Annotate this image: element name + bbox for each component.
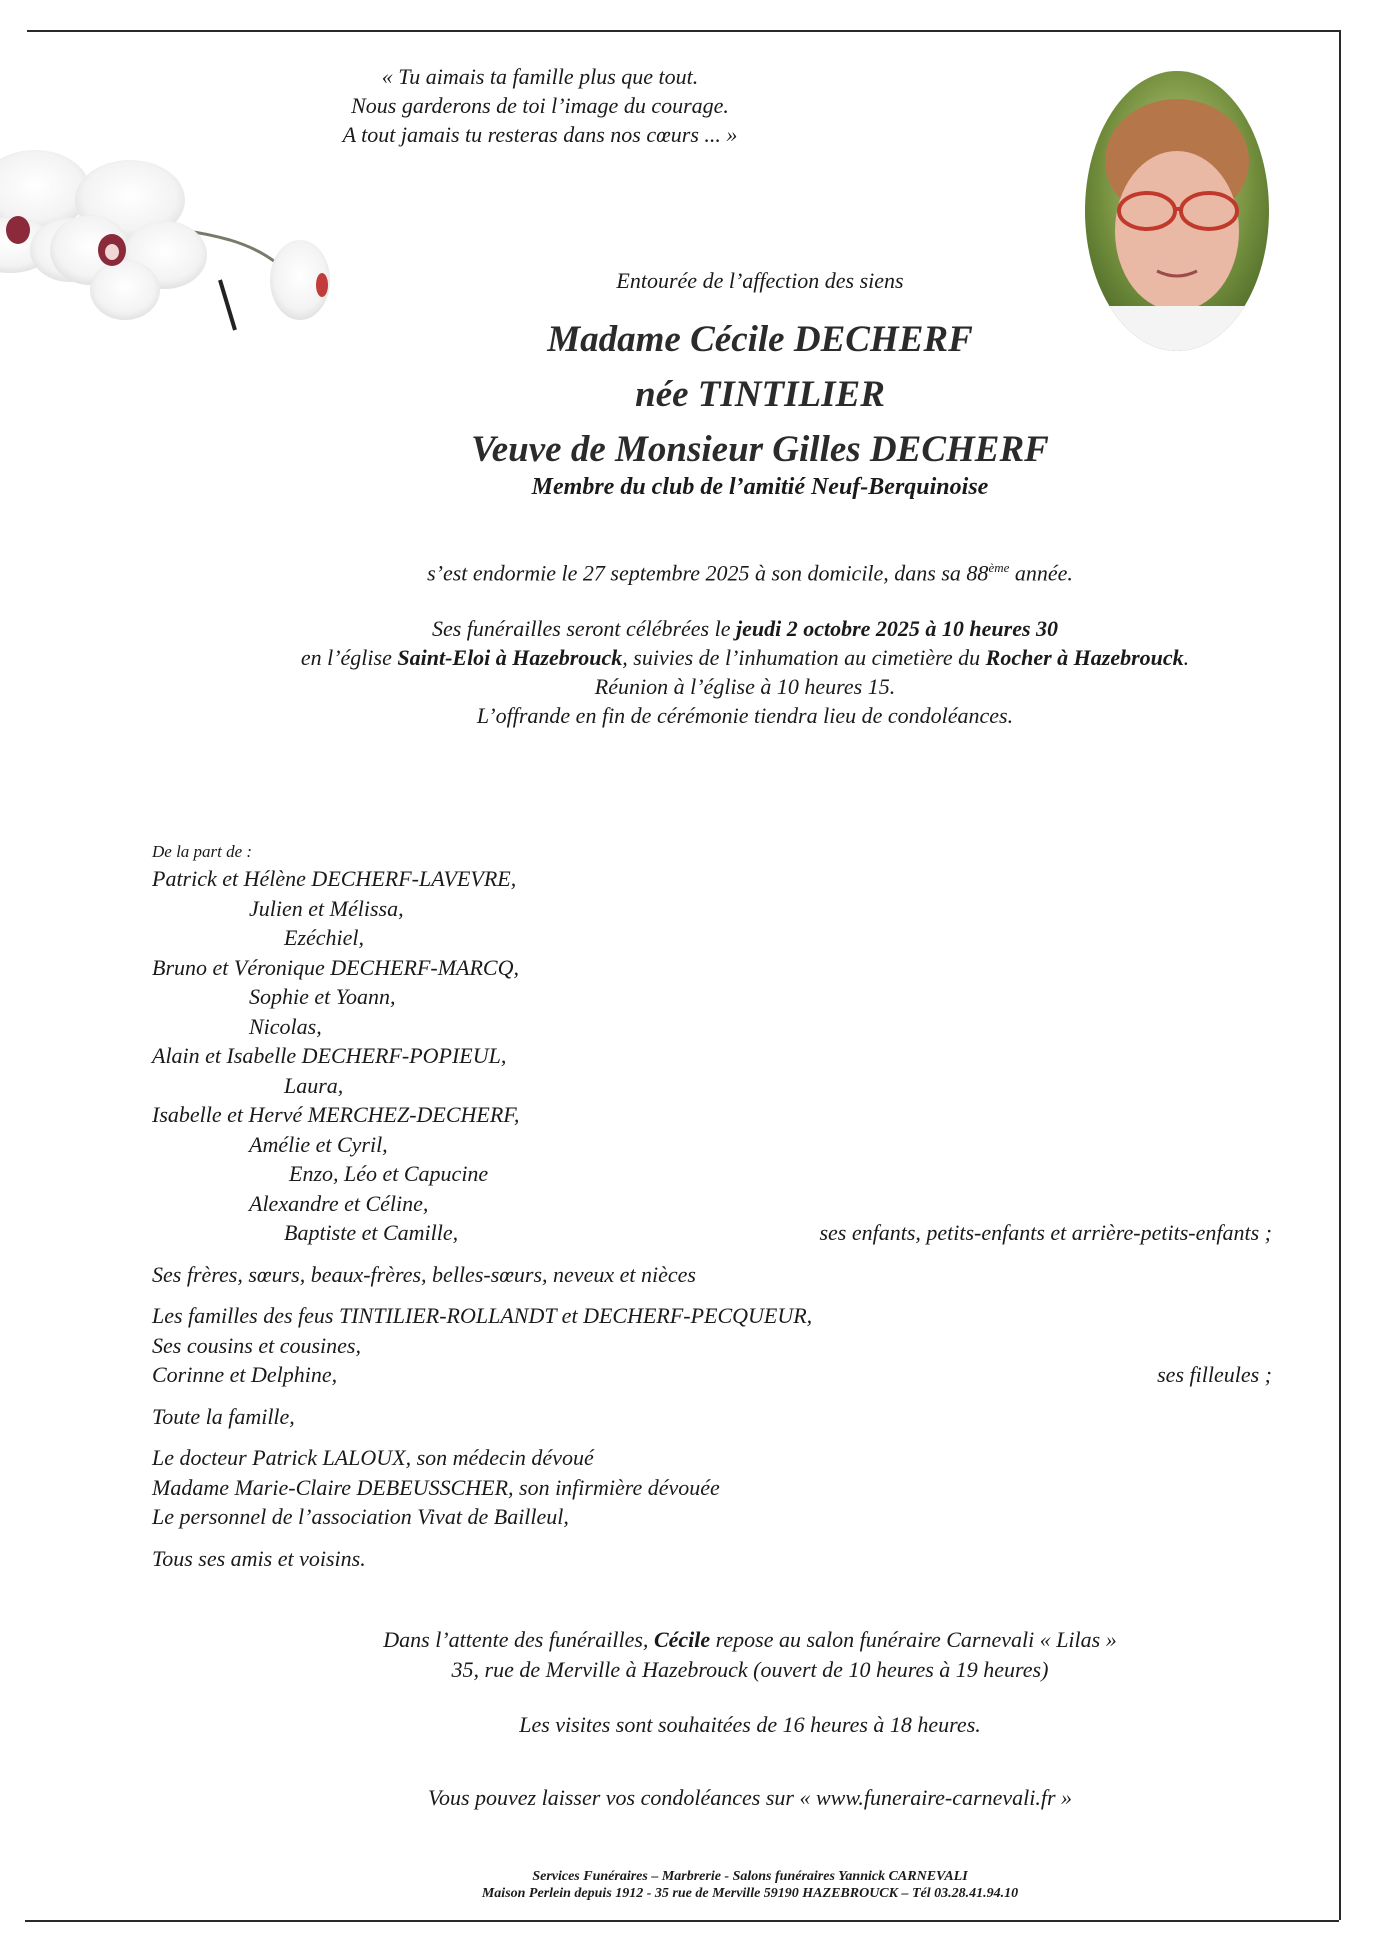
whole-family-line: Toute la famille, xyxy=(152,1403,295,1429)
families-line: Les familles des feus TINTILIER-ROLLANDT et DECHERF-PECQUEUR, xyxy=(152,1303,813,1328)
wake-address: 35, rue de Merville à Hazebrouck (ouvert de 10 heures à 19 heures) xyxy=(451,1657,1049,1682)
poem xyxy=(300,62,780,149)
wake-text: repose au salon funéraire Carnevali « Lilas » xyxy=(710,1627,1117,1652)
wake-details xyxy=(250,1625,1250,1685)
family-list xyxy=(152,840,1272,1573)
poem-line: Nous garderons de toi l’image du courage. xyxy=(351,93,729,118)
friends-line: Tous ses amis et voisins. xyxy=(152,1545,366,1571)
death-text-end: année. xyxy=(1009,560,1073,586)
deceased-name: Madame Cécile DECHERF xyxy=(547,319,973,360)
wake-line xyxy=(250,1625,1250,1655)
wake-text: Dans l’attente des funérailles, xyxy=(383,1627,654,1652)
children-relation: ses enfants, petits-enfants et arrière-petits-enfants ; xyxy=(819,1220,1272,1245)
staff-line: Le personnel de l’association Vivat de Bailleul, xyxy=(152,1504,569,1529)
poem-line: A tout jamais tu resteras dans nos cœurs ... » xyxy=(342,122,738,147)
funeral-location-line xyxy=(180,643,1310,672)
family-member: Sophie et Yoann, xyxy=(249,984,396,1009)
funeral-text: Ses funérailles seront célébrées le xyxy=(431,616,736,641)
meeting-time: Réunion à l’église à 10 heures 15. xyxy=(594,674,896,699)
family-header: De la part de : xyxy=(152,842,253,861)
nurse-line: Madame Marie-Claire DEBEUSSCHER, son infirmière dévouée xyxy=(152,1474,720,1500)
funeral-home-footer xyxy=(300,1868,1200,1902)
footer-line: Maison Perlein depuis 1912 - 35 rue de Merville 59190 HAZEBROUCK – Tél 03.28.41.94.10 xyxy=(481,1886,1019,1901)
family-member: Isabelle et Hervé MERCHEZ-DECHERF, xyxy=(152,1102,520,1127)
death-notice xyxy=(250,560,1250,586)
goddaughters-relation: ses filleules ; xyxy=(1157,1362,1272,1387)
family-member: Amélie et Cyril, xyxy=(249,1131,388,1157)
family-member-row xyxy=(152,1218,1272,1248)
poem-line: « Tu aimais ta famille plus que tout. xyxy=(381,64,699,89)
funeral-text: , suivies de l’inhumation au cimetière du xyxy=(622,645,986,670)
cemetery-name: Rocher à Hazebrouck xyxy=(985,645,1184,670)
funeral-details xyxy=(180,614,1310,730)
first-name: Cécile xyxy=(653,1627,711,1652)
goddaughters-names: Corinne et Delphine, xyxy=(152,1362,338,1387)
family-member: Baptiste et Camille, xyxy=(284,1220,459,1245)
condolences-website: Vous pouvez laisser vos condoléances sur « www.funeraire-carnevali.fr » xyxy=(427,1785,1073,1810)
widow-line: Veuve de Monsieur Gilles DECHERF xyxy=(471,429,1049,470)
family-member: Enzo, Léo et Capucine xyxy=(289,1161,489,1186)
intro-line: Entourée de l’affection des siens xyxy=(616,268,904,293)
footer-line: Services Funéraires – Marbrerie - Salons funéraires Yannick CARNEVALI xyxy=(532,1869,968,1884)
visiting-hours: Les visites sont souhaitées de 16 heures à 18 heures. xyxy=(519,1712,981,1737)
family-member: Nicolas, xyxy=(249,1013,322,1039)
birth-name: née TINTILIER xyxy=(635,374,885,415)
offering-note: L’offrande en fin de cérémonie tiendra lieu de condoléances. xyxy=(476,703,1014,728)
family-member: Bruno et Véronique DECHERF-MARCQ, xyxy=(152,954,519,980)
siblings-line: Ses frères, sœurs, beaux-frères, belles-sœurs, neveux et nièces xyxy=(152,1261,696,1287)
family-member: Alexandre et Céline, xyxy=(249,1190,429,1216)
ordinal-superscript: ème xyxy=(988,560,1010,575)
church-name: Saint-Eloi à Hazebrouck xyxy=(397,645,623,670)
club-membership: Membre du club de l’amitié Neuf-Berquinoise xyxy=(531,474,989,500)
cousins-line: Ses cousins et cousines, xyxy=(152,1332,361,1358)
death-text: s’est endormie le 27 septembre 2025 à son domicile, dans sa 88 xyxy=(427,560,989,586)
family-member: Julien et Mélissa, xyxy=(249,895,404,921)
family-member: Laura, xyxy=(284,1072,344,1098)
portrait-photo xyxy=(1082,66,1272,356)
funeral-text: . xyxy=(1183,645,1190,670)
family-member: Patrick et Hélène DECHERF-LAVEVRE, xyxy=(152,866,517,891)
family-member: Ezéchiel, xyxy=(284,925,365,950)
funeral-date-line xyxy=(180,614,1310,643)
goddaughters-row xyxy=(152,1360,1272,1390)
doctor-line: Le docteur Patrick LALOUX, son médecin dévoué xyxy=(152,1445,594,1470)
family-member: Alain et Isabelle DECHERF-POPIEUL, xyxy=(152,1043,507,1068)
funeral-text: en l’église xyxy=(300,645,398,670)
funeral-date: jeudi 2 octobre 2025 à 10 heures 30 xyxy=(735,616,1059,641)
